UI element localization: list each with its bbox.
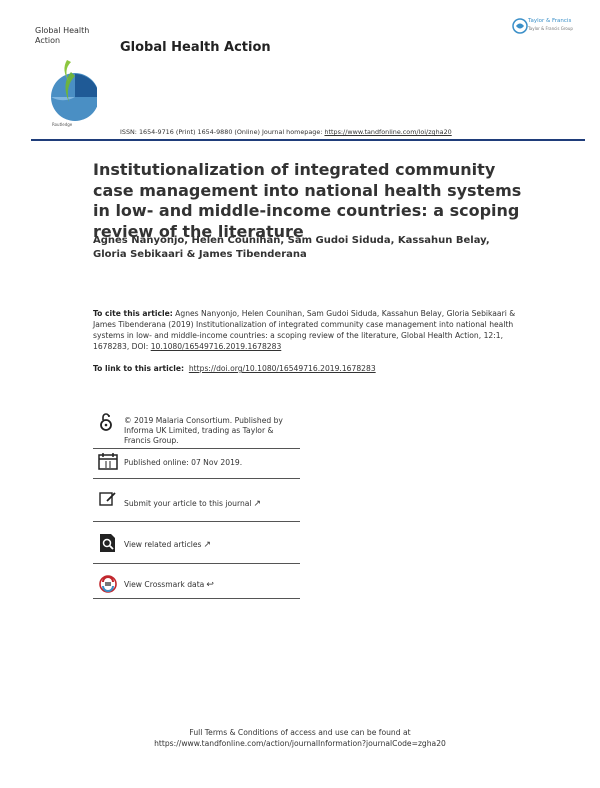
open-access-icon: [98, 412, 114, 432]
journal-name[interactable]: Global Health Action: [120, 40, 271, 55]
license-text: © 2019 Malaria Consortium. Published by Informa UK Limited, trading as Taylor & Francis Group.: [124, 416, 283, 445]
header-divider: [31, 139, 585, 141]
citation-label: To cite this article:: [93, 309, 173, 318]
cover-title: Global Health Action: [35, 26, 90, 45]
row-divider: [93, 521, 300, 522]
external-link-icon: ↗: [203, 540, 212, 550]
external-link-icon: ↩: [206, 580, 214, 590]
footer: [0, 727, 600, 749]
crossmark-link[interactable]: [124, 580, 214, 590]
calendar-icon: [98, 452, 118, 470]
publisher-icon: [512, 18, 528, 34]
submit-article-link[interactable]: [124, 499, 261, 509]
related-label: View related articles: [124, 540, 202, 549]
doi-link[interactable]: 10.1080/16549716.2019.1678283: [150, 342, 282, 351]
link-label: To link to this article:: [93, 364, 185, 373]
crossmark-icon: [99, 575, 117, 595]
routledge-logo: Routledge: [52, 122, 73, 127]
article-title: Institutionalization of integrated community case management into national health systems in low- and middle-income countries: a scoping review of the literature: [93, 160, 522, 241]
row-divider: [93, 563, 300, 564]
row-divider: [93, 598, 300, 599]
submit-icon: [99, 491, 117, 507]
submit-label: Submit your article to this journal: [124, 499, 252, 508]
row-divider: [93, 478, 300, 479]
citation-block: [93, 308, 523, 352]
related-articles-icon: [99, 533, 117, 553]
footer-terms-link[interactable]: https://www.tandfonline.com/action/journalInformation?journalCode=zgha20: [154, 739, 446, 748]
related-articles-link[interactable]: [124, 540, 211, 550]
row-divider: [93, 448, 300, 449]
footer-terms-text: Full Terms & Conditions of access and use can be found at: [189, 728, 411, 737]
link-to-article: [93, 364, 376, 373]
external-link-icon: ↗: [253, 499, 262, 509]
article-url-link[interactable]: https://doi.org/10.1080/16549716.2019.1678283: [188, 364, 376, 373]
citation-text: Agnes Nanyonjo, Helen Counihan, Sam Gudoi Siduda, Kassahun Belay, Gloria Sebikaari & James Tibenderana (2019) Institutionalization of integrated community case management into national health systems in low- and middle-income countries: a scoping review of the literature, Global Health Action, 12:1, 1678283, DOI:: [93, 309, 516, 351]
published-date: Published online: 07 Nov 2019.: [124, 458, 243, 467]
publisher-line-1: Taylor & Francis: [528, 18, 572, 24]
article-authors: Agnes Nanyonjo, Helen Counihan, Sam Gudoi Siduda, Kassahun Belay, Gloria Sebikaari & James Tibenderana: [93, 235, 490, 260]
journal-homepage-link[interactable]: https://www.tandfonline.com/loi/zgha20: [324, 128, 452, 136]
publisher-name: [528, 18, 573, 32]
publisher-line-2: Taylor & Francis Group: [528, 26, 573, 31]
crossmark-label: View Crossmark data: [124, 580, 205, 589]
issn-text: ISSN: 1654-9716 (Print) 1654-9880 (Online) Journal homepage:: [120, 128, 325, 136]
issn-line: [120, 128, 452, 136]
